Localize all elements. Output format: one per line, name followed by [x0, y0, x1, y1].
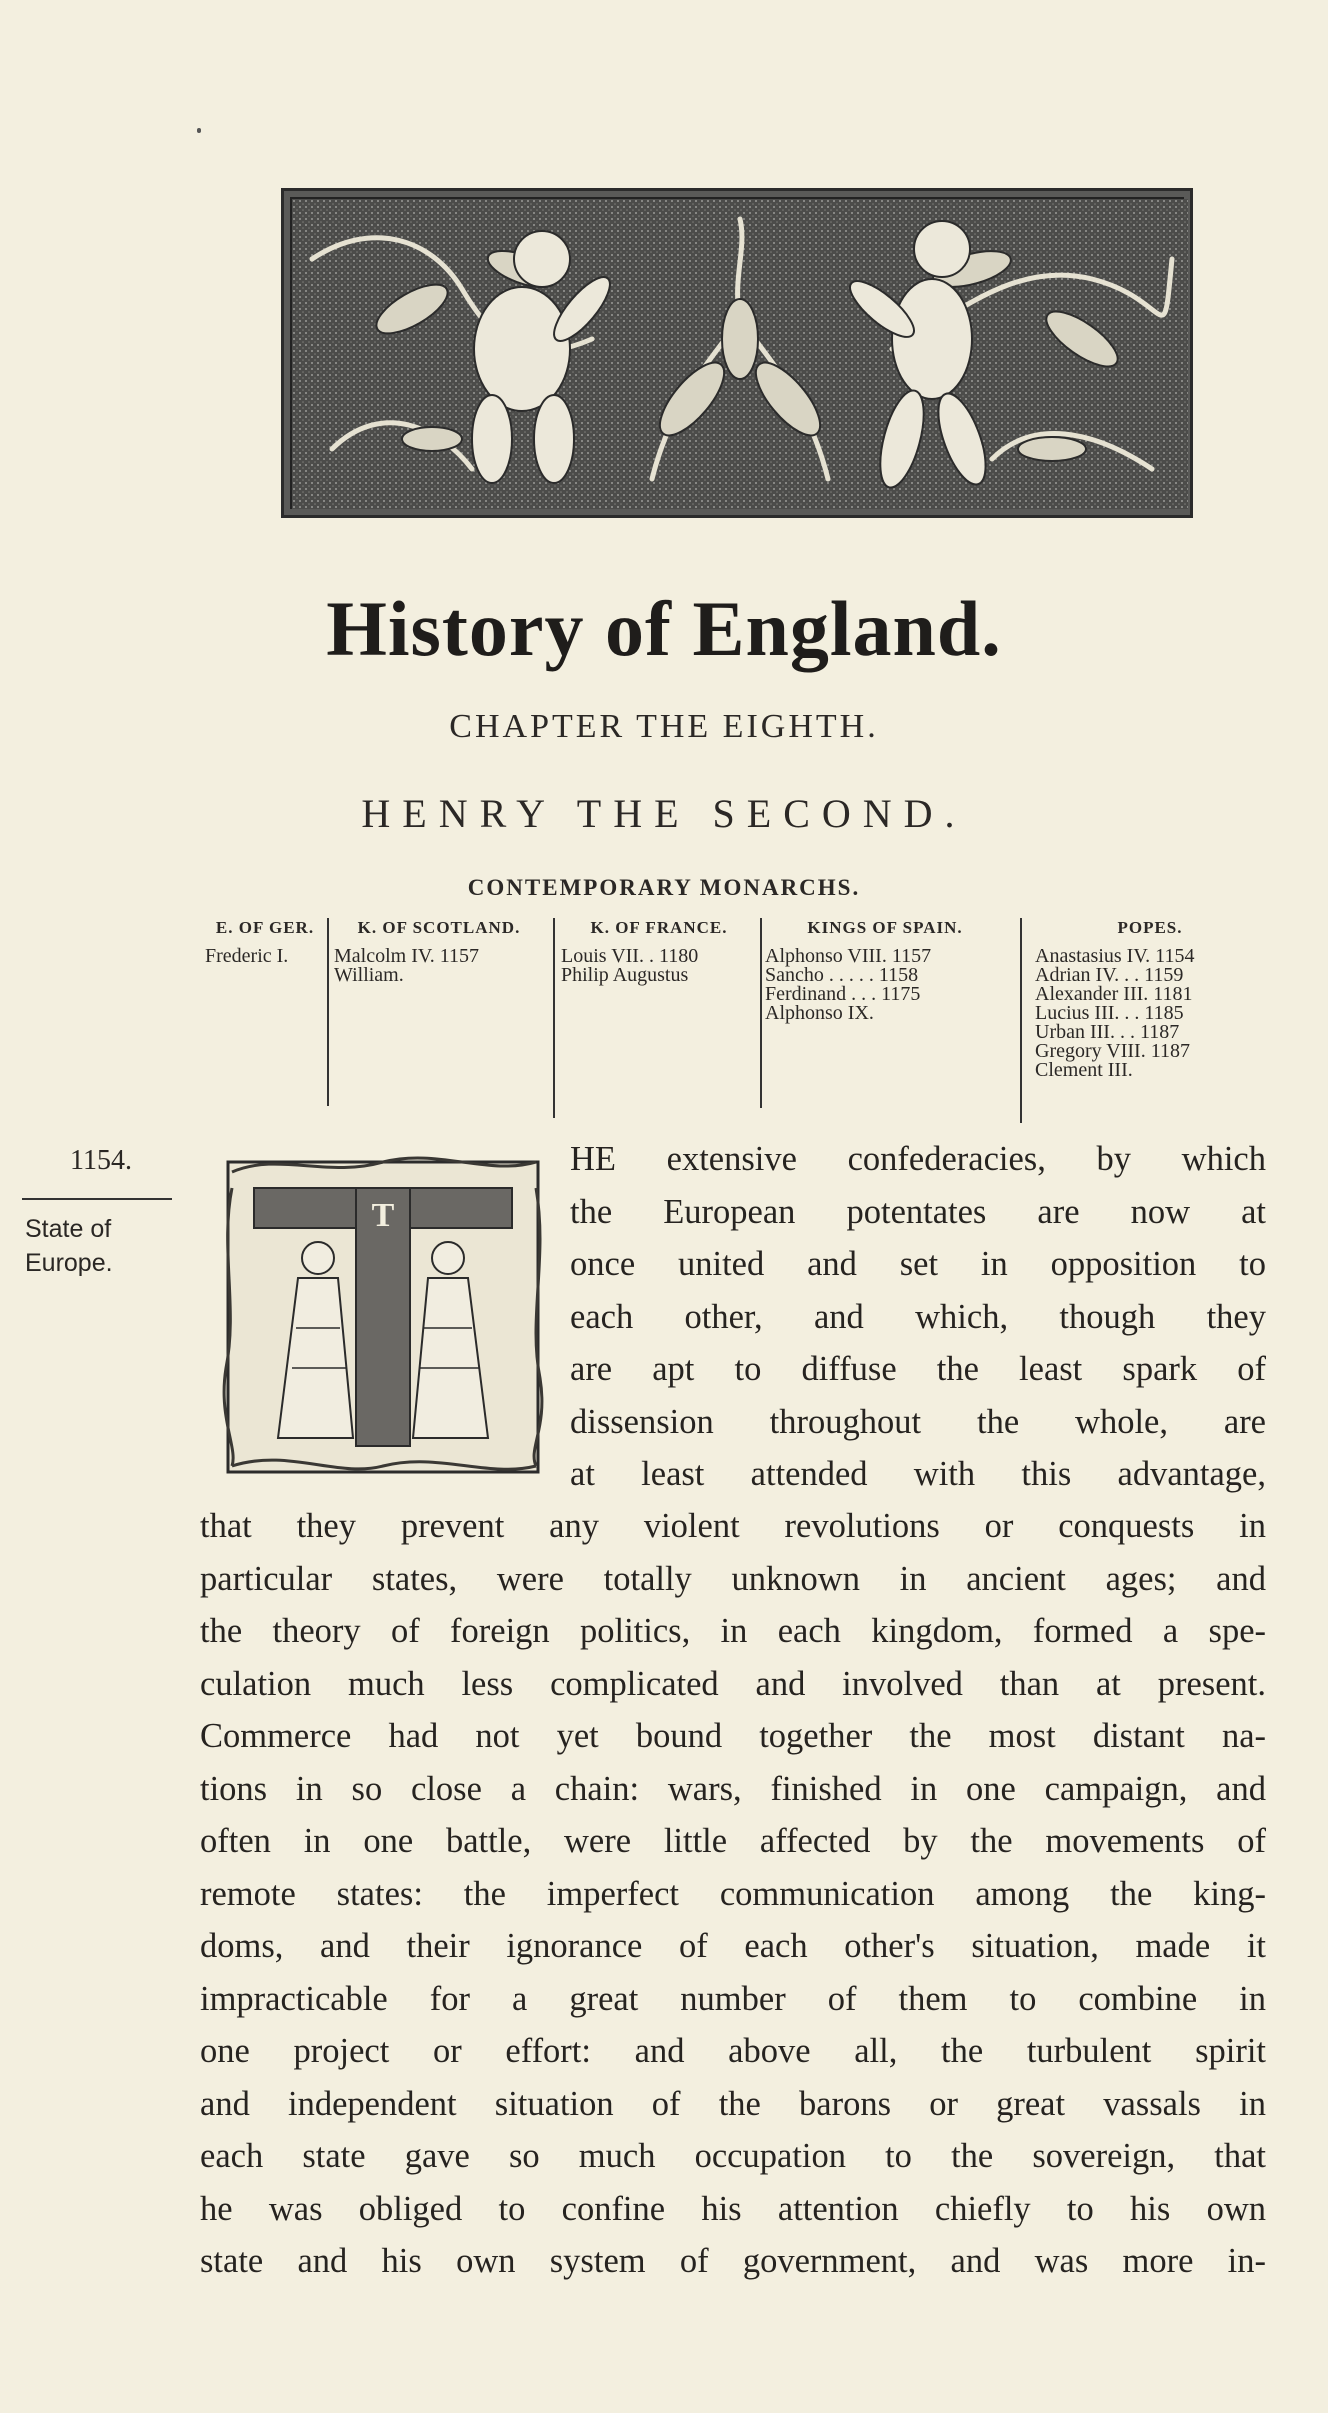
column-header: POPES. [1117, 918, 1183, 937]
text-line: state and his own system of government, and was more in- [200, 2242, 1266, 2280]
margin-rule [22, 1198, 172, 1200]
monarch-entry: Frederic I. [205, 945, 289, 967]
reign-title: HENRY THE SECOND. [361, 791, 967, 836]
text-line: particular states, were totally unknown in ancient ages; and [200, 1559, 1266, 1598]
intro-paragraph [570, 1133, 1266, 1501]
monarch-entry: Louis VII. . 1180 [561, 945, 699, 967]
chapter-title: CHAPTER THE EIGHTH. [449, 708, 879, 745]
text-line: often in one battle, were little affected by the movements of [200, 1822, 1266, 1860]
text-line: tions in so close a chain: wars, finished in one campaign, and [200, 1769, 1266, 1808]
monarch-entry: Lucius III. . . 1185 [1035, 1002, 1184, 1024]
side-note-line: Europe. [25, 1249, 113, 1277]
text-line: the theory of foreign politics, in each kingdom, formed a spe- [200, 1612, 1266, 1650]
monarch-entry: Alexander III. 1181 [1035, 983, 1193, 1005]
column-header: KINGS OF SPAIN. [807, 918, 963, 937]
monarch-entry: Alphonso IX. [765, 1002, 874, 1024]
text-line: and independent situation of the barons or great vassals in [200, 2084, 1266, 2123]
text-line: dissension throughout the whole, are [570, 1402, 1266, 1441]
monarch-entry: Clement III. [1035, 1059, 1133, 1081]
monarch-column-france [561, 918, 757, 985]
column-header: E. OF GER. [215, 918, 315, 937]
monarch-entry: Sancho . . . . . 1158 [765, 964, 919, 986]
header-ornament-engraving [281, 188, 1193, 518]
monarch-column-spain [765, 918, 1005, 1023]
initial-letter: T [371, 1197, 395, 1234]
monarch-entry: Malcolm IV. 1157 [334, 945, 479, 967]
text-line: are apt to diffuse the least spark of [570, 1350, 1266, 1388]
monarch-entry: Philip Augustus [561, 964, 689, 986]
monarch-entry: Anastasius IV. 1154 [1035, 945, 1195, 967]
text-line: he was obliged to confine his attention chiefly to his own [200, 2189, 1266, 2228]
column-divider [327, 918, 329, 1106]
column-divider [553, 918, 555, 1118]
side-note-line: State of [25, 1215, 112, 1243]
text-line: HE extensive confederacies, by which [570, 1140, 1266, 1178]
monarch-entry: William. [334, 964, 404, 986]
text-line: that they prevent any violent revolutions or conquests in [200, 1507, 1266, 1545]
text-line: impracticable for a great number of them to combine in [200, 1979, 1266, 2018]
column-header: K. OF SCOTLAND. [357, 918, 521, 937]
monarch-entry: Adrian IV. . . 1159 [1035, 964, 1184, 986]
monarch-column-germany [205, 918, 325, 966]
decorated-initial [218, 1148, 548, 1486]
monarch-entry: Gregory VIII. 1187 [1035, 1040, 1190, 1062]
column-divider [760, 918, 762, 1108]
text-line: each state gave so much occupation to the sovereign, that [200, 2137, 1266, 2175]
monarch-column-scotland [334, 918, 544, 985]
monarch-entry: Alphonso VIII. 1157 [765, 945, 932, 967]
initial-letter-t-icon [218, 1148, 548, 1486]
text-line: Commerce had not yet bound together the most distant na- [200, 1717, 1266, 1755]
column-header: K. OF FRANCE. [590, 918, 728, 937]
text-line: doms, and their ignorance of each other's situation, made it [200, 1927, 1266, 1965]
monarch-entry: Ferdinand . . . 1175 [765, 983, 921, 1005]
text-line: one project or effort: and above all, the turbulent spirit [200, 2032, 1266, 2070]
book-title: History of England. [326, 585, 1002, 672]
text-line: remote states: the imperfect communication among the king- [200, 1874, 1266, 1913]
text-line: the European potentates are now at [570, 1192, 1266, 1231]
ornament-inner-frame [290, 197, 1184, 509]
text-line: each other, and which, though they [570, 1297, 1266, 1336]
ink-speck [197, 128, 201, 133]
monarch-entry: Urban III. . . 1187 [1035, 1021, 1180, 1043]
text-line: at least attended with this advantage, [570, 1455, 1266, 1493]
text-line: once united and set in opposition to [570, 1245, 1266, 1283]
text-line: culation much less complicated and involved than at present. [200, 1664, 1266, 1703]
contemporary-monarchs-heading: CONTEMPORARY MONARCHS. [467, 875, 861, 900]
cherubs-ornament-icon [292, 199, 1188, 509]
margin-year: 1154. [70, 1145, 132, 1176]
main-paragraph [200, 1500, 1266, 2288]
margin-side-note [25, 1212, 113, 1280]
column-divider [1020, 918, 1022, 1123]
monarch-column-popes [1035, 918, 1265, 1080]
